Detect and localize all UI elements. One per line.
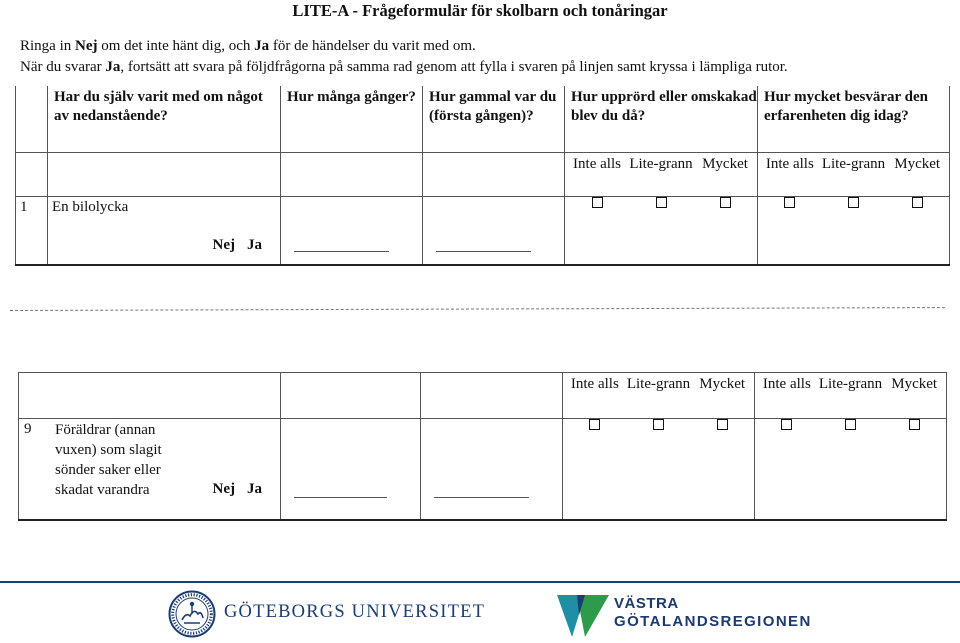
ja-option[interactable]: Ja xyxy=(247,236,262,253)
item-row-1 xyxy=(16,196,950,265)
nej-ja-options xyxy=(201,481,263,498)
scale-label: Mycket xyxy=(702,155,748,172)
region-logo xyxy=(555,591,611,639)
section-divider xyxy=(10,307,945,311)
header-experienced: Har du själv varit med om något av nedanstående? xyxy=(48,86,281,152)
age-answer-line[interactable] xyxy=(434,497,529,498)
scale-labels-upset xyxy=(563,373,754,394)
checkbox-inte-alls[interactable] xyxy=(784,197,795,208)
checkbox-inte-alls[interactable] xyxy=(781,419,792,430)
times-answer-line[interactable] xyxy=(294,251,389,252)
scale-label: Lite-grann xyxy=(629,155,693,172)
checkbox-litegrann[interactable] xyxy=(848,197,859,208)
scale-label: Mycket xyxy=(699,376,746,392)
nej-option[interactable]: Nej xyxy=(212,236,235,253)
item-row-9 xyxy=(19,419,947,520)
scale-row xyxy=(19,373,947,419)
checkbox-mycket[interactable] xyxy=(909,419,920,430)
bothered-checkboxes xyxy=(755,419,946,452)
item-text: En bilolycka xyxy=(52,198,129,215)
age-answer-line[interactable] xyxy=(436,251,531,252)
checkbox-inte-alls[interactable] xyxy=(592,197,603,208)
checkbox-litegrann[interactable] xyxy=(656,197,667,208)
bothered-checkboxes xyxy=(758,197,949,224)
university-seal-logo xyxy=(168,590,216,638)
scale-label: Inte alls xyxy=(570,376,619,392)
checkbox-litegrann[interactable] xyxy=(653,419,664,430)
scale-label: Mycket xyxy=(891,376,938,392)
checkbox-mycket[interactable] xyxy=(720,197,731,208)
instruction-line-2: När du svarar Ja, fortsätt att svara på följdfrågorna på samma rad genom att fylla i svaren på linjen samt kryssa i lämpliga rutor. xyxy=(20,59,788,75)
scale-label: Mycket xyxy=(894,155,941,172)
scale-row xyxy=(16,152,950,196)
scale-label: Inte alls xyxy=(762,376,811,392)
ja-option[interactable]: Ja xyxy=(247,481,262,497)
scale-label: Lite-grann xyxy=(818,376,883,392)
item-text: Föräldrar (annan vuxen) som slagit sönder saker eller skadat varandra xyxy=(55,422,162,498)
header-how-upset: Hur upprörd eller omskakad blev du då? xyxy=(565,86,758,152)
checkbox-litegrann[interactable] xyxy=(845,419,856,430)
scale-label: Inte alls xyxy=(573,155,621,172)
header-how-old: Hur gammal var du (första gången)? xyxy=(423,86,565,152)
checkbox-mycket[interactable] xyxy=(717,419,728,430)
item-cell-1 xyxy=(48,196,281,265)
item-cell-9 xyxy=(19,419,281,520)
university-name: GÖTEBORGS UNIVERSITET xyxy=(224,602,486,622)
question-table-2 xyxy=(18,372,947,521)
question-table-1 xyxy=(15,86,950,266)
upset-checkboxes xyxy=(565,197,757,224)
checkbox-mycket[interactable] xyxy=(912,197,923,208)
upset-checkboxes xyxy=(563,419,754,452)
item-number: 9 xyxy=(24,421,32,437)
scale-label: Inte alls xyxy=(765,155,814,172)
form-title: LITE-A - Frågeformulär för skolbarn och tonåringar xyxy=(292,1,668,20)
instruction-line-1: Ringa in Nej om det inte hänt dig, och Ja för de händelser du varit med om. xyxy=(20,38,476,54)
footer-divider xyxy=(0,581,960,583)
scale-labels-bothered xyxy=(758,153,949,174)
scale-label: Lite-grann xyxy=(821,155,886,172)
times-answer-line[interactable] xyxy=(294,497,387,498)
item-number: 1 xyxy=(20,198,28,215)
header-row xyxy=(16,86,950,152)
checkbox-inte-alls[interactable] xyxy=(589,419,600,430)
nej-ja-options xyxy=(201,237,263,254)
scale-labels-upset xyxy=(565,153,757,174)
nej-option[interactable]: Nej xyxy=(212,481,235,497)
header-how-many-times: Hur många gånger? xyxy=(281,86,423,152)
region-name: VÄSTRA GÖTALANDSREGIONEN xyxy=(614,595,812,630)
scale-label: Lite-grann xyxy=(626,376,691,392)
scale-labels-bothered xyxy=(755,373,946,394)
header-how-bothered: Hur mycket besvärar den erfarenheten dig idag? xyxy=(758,86,950,152)
